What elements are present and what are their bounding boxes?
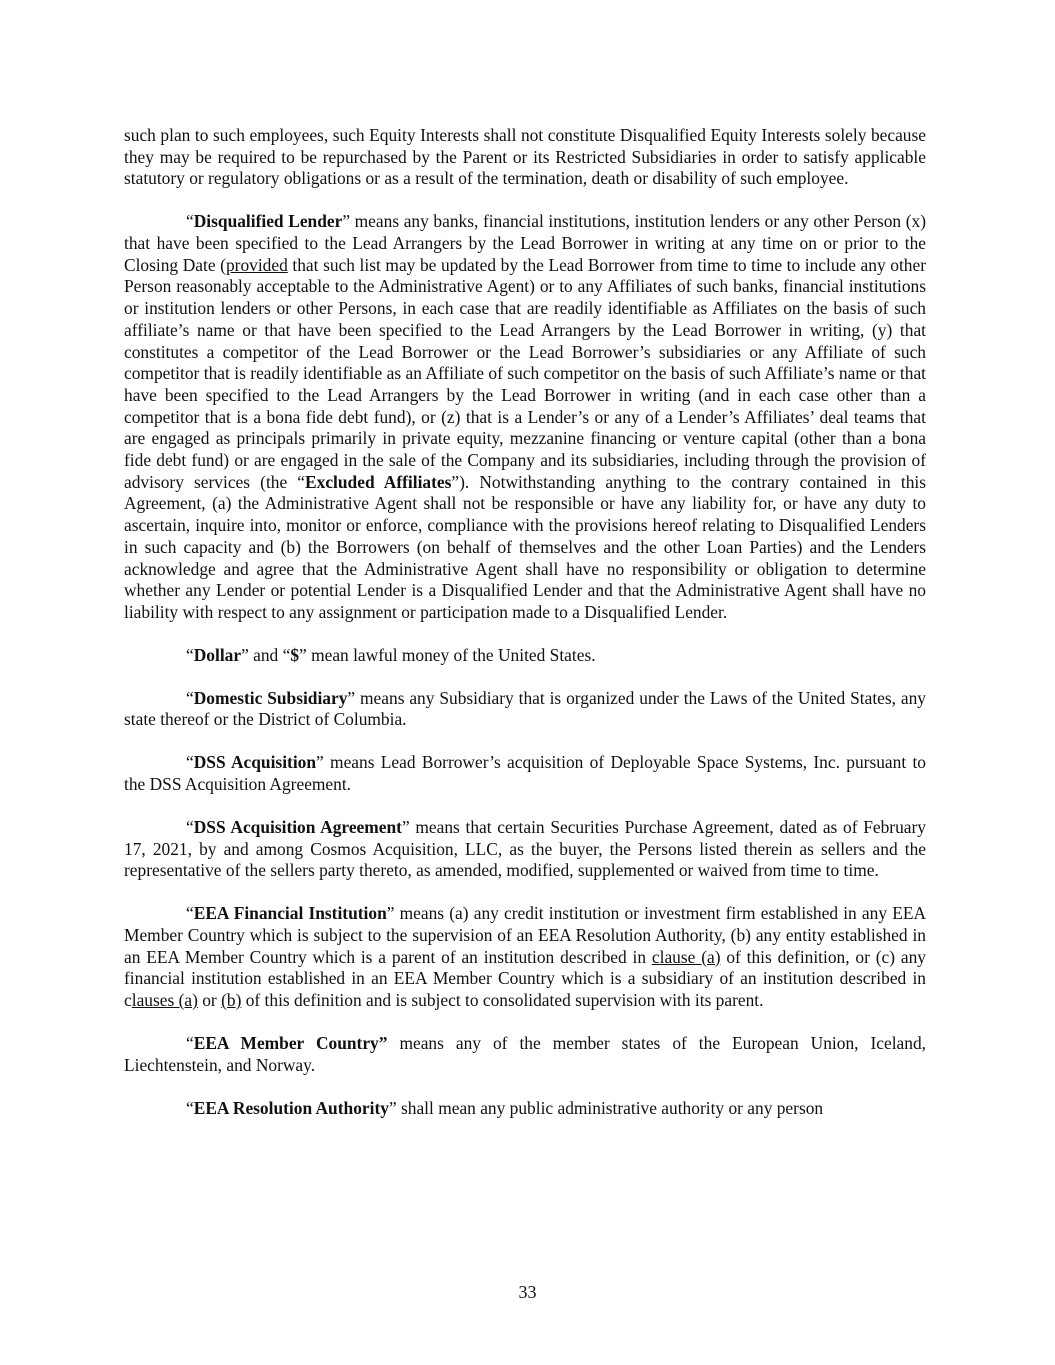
quote-mark: “ bbox=[186, 816, 194, 837]
quote-mark: “ bbox=[186, 1097, 194, 1118]
defined-term: DSS Acquisition Agreement bbox=[193, 816, 402, 837]
paragraph-text: such plan to such employees, such Equity Interests shall not constitute Disqualified Equity Interests solely because they may be required to be repurchased by the Parent or its Restricted Subsidiaries in order to satisfy applicable statutory or regulatory obligations or as a result of the termination, death or disability of such employee. bbox=[124, 125, 926, 189]
page-number: 33 bbox=[518, 1282, 537, 1302]
defined-term: Excluded Affiliates bbox=[305, 471, 452, 492]
definition-text: ” means Lead Borrower’s acquisition of Deployable Space Systems, Inc. pursuant to the DSS Acquisition Agreement. bbox=[124, 752, 926, 795]
definition-dollar bbox=[124, 645, 926, 667]
quote-mark: “ bbox=[186, 644, 194, 665]
quote-mark: “ bbox=[186, 752, 194, 773]
paragraph-continuation bbox=[124, 125, 926, 190]
document-page bbox=[124, 125, 926, 1140]
defined-term: Disqualified Lender bbox=[193, 211, 343, 232]
definition-text: ” means (a) any credit institution or investment firm established in any EEA Member Country which is subject to the supervision of an EEA Resolution Authority, (b) any entity established in an EEA Member Country which is a parent of an institution described in bbox=[124, 903, 926, 967]
defined-term: EEA Financial Institution bbox=[193, 903, 387, 924]
definition-text: or bbox=[197, 990, 222, 1011]
definition-dss-acquisition bbox=[124, 752, 926, 795]
defined-term: EEA Member Country” bbox=[193, 1032, 388, 1053]
clause-reference: clause (a) bbox=[651, 946, 721, 967]
definition-domestic-subsidiary bbox=[124, 688, 926, 731]
definition-disqualified-lender bbox=[124, 211, 926, 623]
definition-text: of this definition, or (c) any financial institution established in an EEA Member Country which is a subsidiary of an institution described in c bbox=[124, 946, 926, 1011]
definition-text: ” and “ bbox=[241, 644, 291, 665]
defined-term: Dollar bbox=[193, 644, 242, 665]
definition-text: ” means any banks, financial institutions, institution lenders or any other Person (x) that have been specified to the Lead Arrangers by the Lead Borrower in writing at any time on or prior to the Closing Date ( bbox=[124, 211, 926, 275]
definition-eea-member-country bbox=[124, 1033, 926, 1076]
definition-dss-acquisition-agreement bbox=[124, 817, 926, 882]
defined-term: Domestic Subsidiary bbox=[193, 687, 348, 708]
defined-term: $ bbox=[290, 644, 300, 665]
underlined-term: provided bbox=[225, 254, 288, 275]
definition-text: ”). Notwithstanding anything to the contrary contained in this Agreement, (a) the Administrative Agent shall not be responsible or have any liability for, or have any duty to ascertain, inquire into, monitor or enforce, compliance with the provisions hereof relating to Disqualified Lenders in such capacity and (b) the Borrowers (on behalf of themselves and the other Loan Parties) and the Lenders acknowledge and agree that the Administrative Agent shall have no responsibility or obligation to determine whether any Lender or potential Lender is a Disqualified Lender and that the Administrative Agent shall have no liability with respect to any assignment or participation made to a Disqualified Lender. bbox=[124, 471, 926, 622]
definition-text: ” means that certain Securities Purchase Agreement, dated as of February 17, 2021, by and among Cosmos Acquisition, LLC, as the buyer, the Persons listed therein as sellers and the representative of the sellers party thereto, as amended, modified, supplemented or waived from time to time. bbox=[124, 816, 926, 881]
clause-reference: (b) bbox=[221, 990, 242, 1011]
definition-text: of this definition and is subject to consolidated supervision with its parent. bbox=[241, 990, 764, 1011]
clause-reference: lauses (a) bbox=[131, 990, 198, 1011]
definition-text: that such list may be updated by the Lead Borrower from time to time to include any other Person reasonably acceptable to the Administrative Agent) or to any Affiliates of such banks, financial institutions or institution lenders or other Persons, in each case that are readily identifiable as Affiliates on the basis of such affiliate’s name or that have been specified to the Lead Arrangers by the Lead Borrower in writing, (y) that constitutes a competitor of the Lead Borrower or the Lead Borrower’s subsidiaries or any Affiliate of such competitor that is readily identifiable as an Affiliate of such competitor on the basis of such Affiliate’s name or that have been specified to the Lead Arrangers by the Lead Borrower in writing (and in each case other than a competitor that is a bona fide debt fund), or (z) that is a Lender’s or any of a Lender’s Affiliates’ deal teams that are engaged as principals primarily in private equity, mezzanine financing or venture capital (other than a bona fide debt fund) or are engaged in the sale of the Company and its subsidiaries, including through the provision of advisory services (the “ bbox=[124, 254, 926, 492]
defined-term: EEA Resolution Authority bbox=[193, 1097, 389, 1118]
defined-term: DSS Acquisition bbox=[193, 752, 317, 773]
definition-eea-resolution-authority bbox=[124, 1098, 926, 1120]
definition-eea-financial-institution bbox=[124, 903, 926, 1012]
quote-mark: “ bbox=[186, 1032, 194, 1053]
quote-mark: “ bbox=[186, 903, 194, 924]
definition-text: ” means any Subsidiary that is organized under the Laws of the United States, any state thereof or the District of Columbia. bbox=[124, 687, 926, 730]
definition-text: ” shall mean any public administrative authority or any person bbox=[388, 1097, 824, 1118]
quote-mark: “ bbox=[186, 211, 194, 232]
quote-mark: “ bbox=[186, 687, 194, 708]
definition-text: ” mean lawful money of the United States. bbox=[299, 644, 596, 665]
definition-text: means any of the member states of the European Union, Iceland, Liechtenstein, and Norway. bbox=[124, 1032, 927, 1075]
